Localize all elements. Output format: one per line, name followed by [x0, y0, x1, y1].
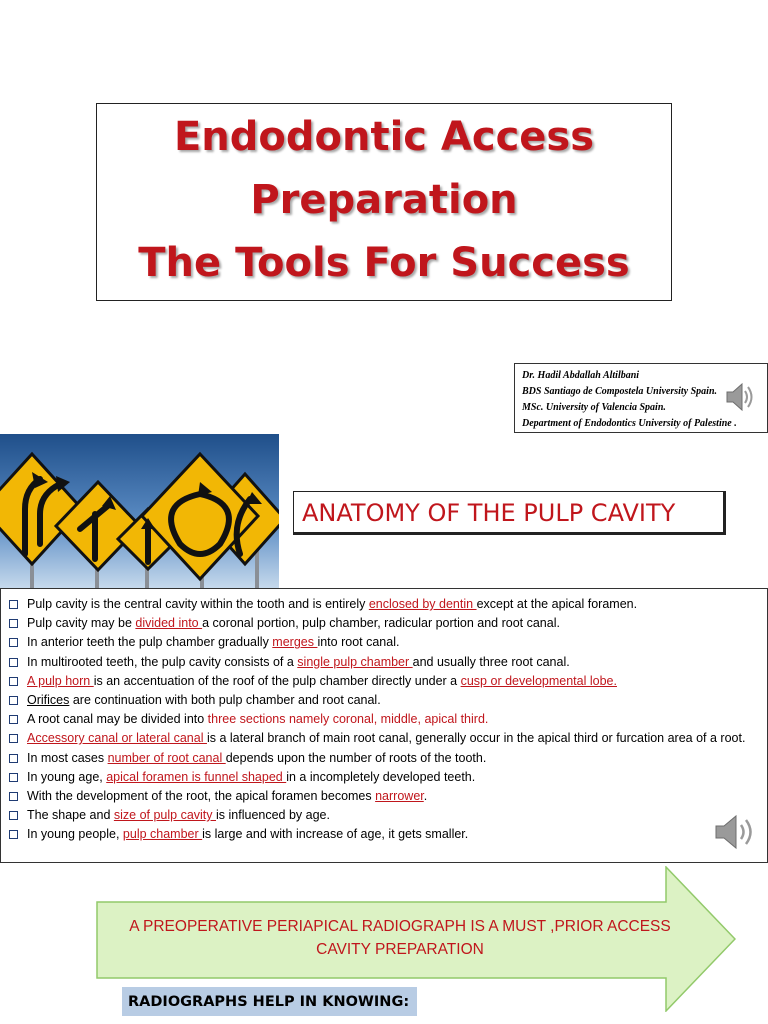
bullet-text: except at the apical foramen. — [476, 597, 638, 611]
bullet-text: A root canal may be divided into — [27, 712, 208, 727]
bullet-text: The shape and — [27, 808, 114, 823]
bullet-text: into root canal. — [317, 635, 400, 650]
bullet-text: in a incompletely developed teeth. — [286, 769, 476, 784]
author-name: Dr. Hadil Abdallah Altilbani — [522, 370, 640, 381]
author-department: Department of Endodontics University of Palestine . — [522, 418, 737, 429]
list-item — [5, 710, 763, 729]
bullet-highlight: cusp or developmental lobe. — [460, 673, 617, 688]
bullet-text: In multirooted teeth, the pulp cavity consists of a — [27, 654, 298, 669]
checkbox-bullet-icon — [9, 734, 18, 743]
bullet-highlight: single pulp chamber — [297, 654, 413, 669]
author-degree: BDS Santiago de Compostela University Spain. — [522, 386, 718, 397]
title-line-3: The Tools For Success — [138, 240, 630, 286]
bullet-text: In young age, — [27, 769, 107, 784]
title-line-2: Preparation — [250, 177, 518, 223]
checkbox-bullet-icon — [9, 830, 18, 839]
speaker-icon[interactable] — [713, 812, 757, 852]
title-box — [96, 103, 672, 301]
checkbox-bullet-icon — [9, 792, 18, 801]
bullet-text: are continuation with both pulp chamber and root canal. — [69, 693, 381, 708]
bullet-highlight: A pulp horn — [27, 673, 94, 688]
bullet-text: is influenced by age. — [216, 808, 330, 823]
list-item — [5, 672, 763, 691]
bullet-text: is a lateral branch of main root canal, generally occur in the apical third or furcation area of a root. — [206, 731, 746, 746]
bullet-text: In anterior teeth the pulp chamber gradually — [27, 635, 273, 650]
list-item — [5, 653, 763, 672]
author-msc: MSc. University of Valencia Spain. — [522, 402, 666, 413]
checkbox-bullet-icon — [9, 638, 18, 647]
bullet-text: . — [423, 789, 428, 804]
section-heading: ANATOMY OF THE PULP CAVITY — [293, 491, 726, 535]
list-item — [5, 595, 763, 614]
list-item — [5, 614, 763, 633]
bullet-text: In most cases — [27, 750, 108, 765]
speaker-icon[interactable] — [725, 380, 755, 414]
list-item — [5, 691, 763, 710]
bullet-highlight: number of root canal — [107, 750, 226, 765]
bullet-highlight: enclosed by dentin — [368, 597, 477, 611]
radiographs-label: RADIOGRAPHS HELP IN KNOWING: — [122, 987, 417, 1016]
bullet-highlight: Accessory canal or lateral canal — [27, 731, 207, 746]
checkbox-bullet-icon — [9, 619, 18, 628]
checkbox-bullet-icon — [9, 600, 18, 609]
bullet-text: and usually three root canal. — [412, 654, 570, 669]
list-item — [5, 749, 763, 768]
checkbox-bullet-icon — [9, 811, 18, 820]
checkbox-bullet-icon — [9, 696, 18, 705]
bullet-highlight: divided into — [135, 616, 203, 631]
list-item — [5, 825, 763, 844]
title-line-1: Endodontic Access — [173, 114, 595, 160]
bullet-highlight: narrower — [375, 789, 424, 804]
callout-text: A PREOPERATIVE PERIAPICAL RADIOGRAPH IS A MUST ,PRIOR ACCESS CAVITY PREPARATION — [129, 918, 671, 958]
list-item — [5, 787, 763, 806]
checkbox-bullet-icon — [9, 658, 18, 667]
bullet-text: In young people, — [27, 827, 123, 842]
bullet-list — [0, 588, 768, 863]
bullet-highlight: size of pulp cavity — [113, 808, 217, 823]
bullet-text: Pulp cavity is the central cavity within the tooth and is entirely — [27, 597, 369, 611]
list-item — [5, 768, 763, 787]
checkbox-bullet-icon — [9, 715, 18, 724]
list-item — [5, 729, 763, 748]
bullet-text: is large and with increase of age, it gets smaller. — [202, 827, 469, 842]
road-signs-image — [0, 434, 279, 594]
bullet-text: Pulp cavity may be — [27, 616, 136, 631]
list-item — [5, 633, 763, 652]
bullet-text: depends upon the number of roots of the tooth. — [225, 750, 487, 765]
bullet-highlight: apical foramen is funnel shaped — [106, 769, 287, 784]
list-item — [5, 806, 763, 825]
bullet-text: With the development of the root, the apical foramen becomes — [27, 789, 376, 804]
checkbox-bullet-icon — [9, 754, 18, 763]
bullet-highlight: Orifices — [27, 693, 70, 708]
bullet-text: is an accentuation of the roof of the pulp chamber directly under a — [93, 673, 461, 688]
checkbox-bullet-icon — [9, 677, 18, 686]
bullet-highlight: merges — [272, 635, 318, 650]
bullet-text: a coronal portion, pulp chamber, radicular portion and root canal. — [202, 616, 560, 631]
bullet-highlight: pulp chamber — [122, 827, 203, 842]
checkbox-bullet-icon — [9, 773, 18, 782]
bullet-highlight: three sections namely coronal, middle, apical third. — [207, 712, 489, 727]
